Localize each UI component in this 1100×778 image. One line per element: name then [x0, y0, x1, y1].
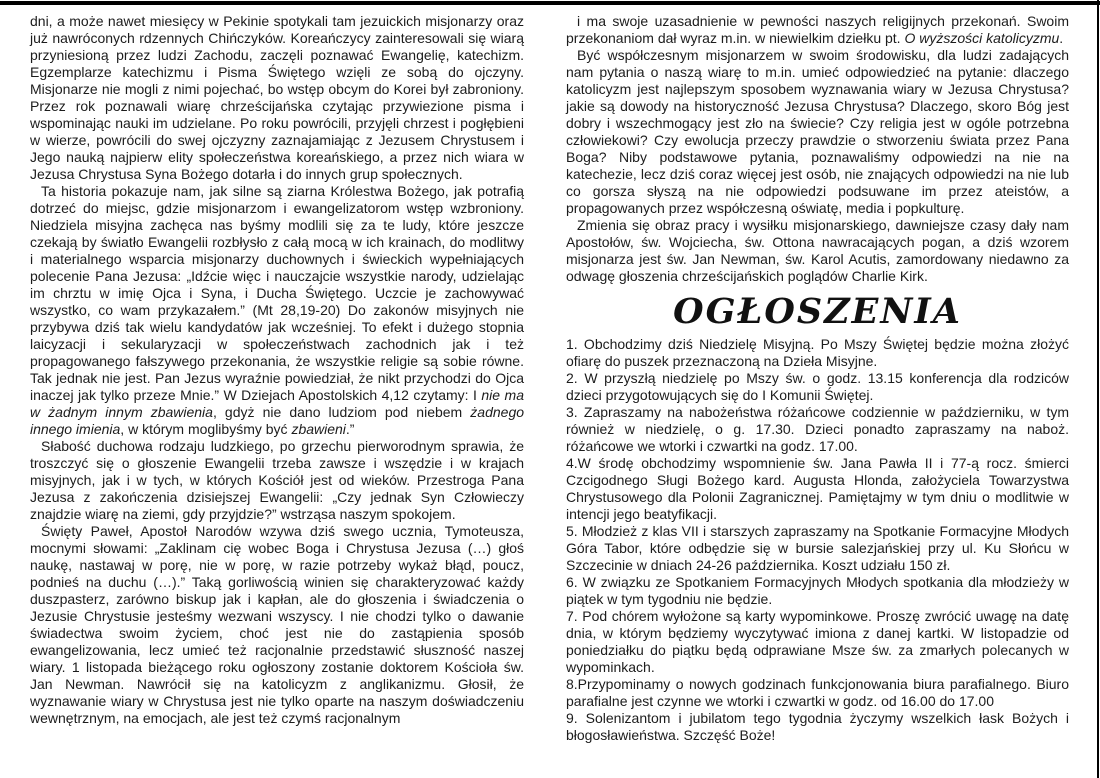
italic-text-run: O wyższości katolicyzmu — [904, 30, 1060, 46]
text-run: Słabość duchowa rodzaju ludzkiego, po grzechu pierworodnym sprawia, że troszczyć się o głoszenie Ewangelii trzeba zawsze i wszędzie i w krajach misyjnych, jak i w tych, w których Kościół jest od wieków. Przestroga Pana Jezusa z zakończenia dzisiejszej Ewangelii: „Czy jednak Syn Człowieczy znajdzie wiarę na ziemi, gdy przyjdzie?” wstrząsa naszym spokojem. — [30, 438, 524, 522]
top-border-line — [0, 1, 1100, 5]
text-run: Ta historia pokazuje nam, jak silne są ziarna Królestwa Bożego, jak potrafią dotrzeć do miejsc, gdzie misjonarzom i ewangelizatorom wstęp wzbroniony. Niedziela misyjna zachęca nas byśmy modlili się za te ludy, które jeszcze czekają by światło Ewangelii rozbłysło z całą mocą w ich krainach, do modlitwy i materialnego wsparcia misjonarzy duchownych i świeckich wypełniających polecenie Pana Jezusa: „Idźcie więc i nauczajcie wszystkie narody, udzielając im chrztu w imię Ojca i Syna, i Ducha Świętego. Uczcie je zachowywać wszystko, co wam przykazałem.” (Mt 28,19-20) Do zakonów misyjnych nie przybywa dziś tak wielu kandydatów jak wcześniej. To efekt i dużego stopnia laicyzacji i sekularyzacji w społeczeństwach zachodnich jak i też propagowanego fałszywego przekonania, że wszystkie religie są sobie równe. Tak jednak nie jest. Pan Jezus wyraźnie powiedział, że nikt przychodzi do Ojca inaczej jak tylko przeze Mnie.” W Dziejach Apostolskich 4,12 czytamy: I — [30, 183, 524, 403]
text-run: i ma swoje uzasadnienie w pewności naszych religijnych przekonań. Swoim przekonaniom dał wyraz m.in. w niewielkim dziełku pt. — [566, 13, 1069, 46]
paragraph — [30, 523, 524, 727]
text-run: Święty Paweł, Apostoł Narodów wzywa dziś swego ucznia, Tymoteusza, mocnymi słowami: „Zaklinam cię wobec Boga i Chrystusa Jezusa (…) głoś naukę, nastawaj w porę, nie w porę, w razie potrzeby wykaż błąd, poucz, podnieś na duchu (…).” Taką gorliwością winien się charakteryzować każdy duszpasterz, zarówno biskup jak i kapłan, ale do głoszenia i świadczenia o Jezusie Chrystusie jesteśmy wezwani wszyscy. I nie chodzi tylko o dawanie świadectwa swoim życiem, choć jest nie do zastąpienia sposób ewangelizowania, lecz umieć też racjonalnie przedstawić słuszność naszej wiary. 1 listopada bieżącego roku ogłoszony zostanie doktorem Kościoła św. Jan Newman. Nawrócił się na katolicyzm z anglikanizmu. Głosił, że wyznawanie wiary w Chrystusa jest nie tylko oparte na naszym doświadczeniu wewnętrznym, na emocjach, ale jest też czymś racjonalnym — [30, 523, 524, 726]
paragraph — [566, 217, 1069, 285]
right-column-text — [566, 13, 1069, 285]
text-run: Zmienia się obraz pracy i wysiłku misjonarskiego, dawniejsze czasy dały nam Apostołów, św. Wojciecha, św. Ottona nawracających pogan, a dziś wzorem misjonarza jest św. Jan Newman, św. Karol Acutis, zamordowany niedawno za odwagę głoszenia chrześcijańskich poglądów Charlie Kirk. — [566, 217, 1069, 284]
announcements-list — [566, 336, 1069, 744]
right-column — [566, 13, 1069, 744]
text-run: dni, a może nawet miesięcy w Pekinie spotykali tam jezuickich misjonarzy oraz już nawróconych rdzennych Chińczyków. Koreańczycy zainteresowali się wiarą przyniesioną przez ludzi Zachodu, zaczęli poznawać Ewangelię, katechizm. Egzemplarze katechizmu i Pisma Świętego wzięli ze sobą do ojczyny. Misjonarze nie mogli z nimi pojechać, bo wstęp obcym do Korei był zabroniony. Przez rok poznawali wiarę chrześcijańska czytając przywiezione pisma i wspominając nauki im udzielane. Po roku powrócili, przyjęli chrzest i pogłębieni w wierze, powrócili do swej ojczyzny zaznajamiając z Jezusem Chrystusem i Jego nauką najpierw elity społeczeństwa koreańskiego, a przez nich wiara w Jezusa Chrystusa Syna Bożego dotarła i do innych grup społecznych. — [30, 13, 524, 182]
paragraph — [566, 13, 1069, 47]
announcement-item: 7. Pod chórem wyłożone są karty wypominkowe. Proszę zwrócić uwagę na datę dnia, w którym będziemy wyczytywać imiona z danej kartki. W listopadzie od poniedziałku do piątku będą odprawiane Msze św. za zmarłych polecanych w wypominkach. — [566, 608, 1069, 675]
paragraph — [30, 13, 524, 183]
text-run: .” — [345, 421, 355, 437]
announcement-item: 8.Przypominamy o nowych godzinach funkcjonowania biura parafialnego. Biuro parafialne jest czynne we wtorki i czwartki w godz. od 16.00 do 17.00 — [566, 676, 1069, 709]
paragraph — [30, 438, 524, 523]
announcement-item: 6. W związku ze Spotkaniem Formacyjnych Młodych spotkania dla młodzieży w piątek w tym tygodniu nie będzie. — [566, 574, 1069, 607]
text-run: , gdyż nie dano ludziom pod niebem — [212, 404, 471, 420]
announcement-item: 1. Obchodzimy dziś Niedzielę Misyjną. Po Mszy Świętej będzie można złożyć ofiarę do puszek przeznaczoną na Dzieła Misyjne. — [566, 336, 1069, 369]
announcement-item: 4.W środę obchodzimy wspomnienie św. Jana Pawła II i 77-ą rocz. śmierci Czcigodnego Sługi Bożego kard. Augusta Hlonda, założyciela Towarzystwa Chrystusowego dla Polonii Zagranicznej. Pamiętajmy w tym dniu o modlitwie w intencji jego beatyfikacji. — [566, 455, 1069, 522]
announcement-item: 2. W przyszłą niedzielę po Mszy św. o godz. 13.15 konferencja dla rodziców dzieci przygotowujących się do I Komunii Świętej. — [566, 370, 1069, 403]
announcement-item: 5. Młodzież z klas VII i starszych zapraszamy na Spotkanie Formacyjne Młodych Góra Tabor, które odbędzie się w bursie salezjańskiej przy ul. Ku Słońcu w Szczecinie w dniach 24-26 października. Koszt udziału 150 zł. — [566, 523, 1069, 573]
paragraph — [30, 183, 524, 438]
right-border-line — [1097, 0, 1099, 778]
announcements-heading: OGŁOSZENIA — [673, 291, 962, 332]
announcement-item: 3. Zapraszamy na nabożeństwa różańcowe codziennie w październiku, w tym również w niedzielę, o g. 17.30. Dzieci ponadto zapraszamy na naboż. różańcowe we wtorki i czwartki na godz. 17.00. — [566, 404, 1069, 454]
italic-text-run: zbawieni — [291, 421, 346, 437]
text-run: Być współczesnym misjonarzem w swoim środowisku, dla ludzi zadających nam pytania o naszą wiarę to m.in. umieć odpowiedzieć na pytanie: dlaczego katolicyzm jest najlepszym sposobem wyznawania wiary w Jezusa Chrystusa? jakie są dowody na historyczność Jezusa Chrystusa? Dlaczego, skoro Bóg jest dobry i wszechmogący jest zło na świecie? Czy religia jest w ogóle potrzebna człowiekowi? Czy ewolucja przeczy prawdzie o stworzeniu świata przez Pana Boga? Niby podstawowe pytania, poznawaliśmy odpowiedzi na nie na katechezie, lecz dziś coraz więcej jest osób, nie znających odpowiedzi na nie lub co gorsza słyszą na nie odpowiedzi podsuwane im przez ateistów, a propagowanych przez współczesną oświatę, media i popkulturę. — [566, 47, 1069, 216]
text-run: . — [1059, 30, 1064, 46]
left-column — [30, 13, 524, 744]
italic-text-run: żadnego innego imienia — [30, 404, 525, 437]
announcement-item: 9. Solenizantom i jubilatom tego tygodnia życzymy wszelkich łask Bożych i błogosławieństwa. Szczęść Boże! — [566, 710, 1069, 743]
paragraph — [566, 47, 1069, 217]
text-run: , w którym moglibyśmy być — [120, 421, 292, 437]
italic-text-run: nie ma w żadnym innym zbawienia — [30, 387, 524, 420]
